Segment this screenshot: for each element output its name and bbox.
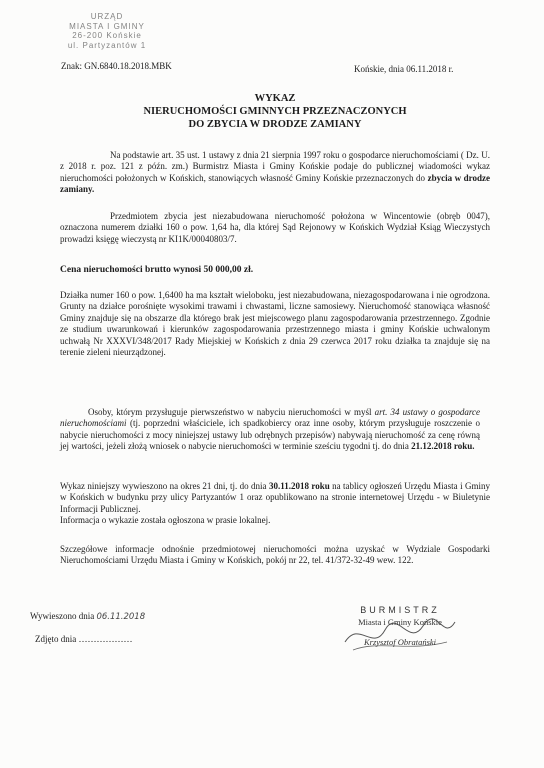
contact-paragraph: Szczegółowe informacje odnośnie przedmiotowej nieruchomości można uzyskać w Wydziale Gospodarki Nieruchomościami Urzędu Miasta i Gminy w Końskich, pokój nr 22, tel. 41/372-32-49 wew. 122.: [60, 544, 490, 566]
price-statement: Cena nieruchomości brutto wynosi 50 000,00 zł.: [60, 265, 254, 275]
title-line-1: WYKAZ: [254, 93, 296, 104]
stamp-line: 26-200 Końskie: [72, 31, 142, 40]
removed-dots: ………………: [78, 634, 133, 644]
posted-date-handwritten: 06.11.2018: [96, 612, 146, 622]
publication-text-c: Informacja o wykazie została ogłoszona w prasie lokalnej.: [60, 515, 271, 526]
place-and-date: Końskie, dnia 06.11.2018 r.: [354, 64, 454, 74]
removed-label: Zdjęto dnia: [35, 634, 77, 644]
legal-basis-emphasis: zbycia w drodze zamiany.: [60, 172, 491, 195]
publication-text-a: Wykaz niniejszy wywieszono na okres 21 dni, tj. do dnia: [60, 481, 269, 491]
stamp-line: MIASTA I GMINY: [69, 21, 145, 31]
signature-title: BURMISTRZ: [360, 605, 440, 615]
priority-paragraph: [60, 407, 480, 453]
mayor-signature-stamp: [330, 604, 470, 648]
signature-subtitle: Miasta i Gminy Końskie: [358, 617, 442, 627]
publication-text-b: na tablicy ogłoszeń Urzędu Miasta i Gminy w Końskich w budynku przy ulicy Partyzantów 1 oraz opublikowano na stronie internetowej Urzędu - w Biuletynie Informacji Publicznej.: [60, 481, 490, 514]
legal-basis-paragraph: [60, 150, 490, 196]
document-title: [60, 92, 490, 131]
title-line-3: DO ZBYCIA W DRODZE ZAMIANY: [188, 119, 362, 130]
reference-number: Znak: GN.6840.18.2018.MBK: [61, 61, 172, 71]
priority-text-a: Osoby, którym przysługuje pierwszeństwo w nabyciu nieruchomości w myśl: [88, 407, 375, 417]
subject-paragraph: Przedmiotem zbycia jest niezabudowana nieruchomość położona w Wincentowie (obręb 0047), oznaczona numerem działki 160 o pow. 1,64 ha, dla której Sąd Rejonowy w Końskich Wydział Ksiąg Wieczystych prowadzi księgę wieczystą nr KI1K/00040803/7.: [60, 211, 490, 244]
office-stamp: [52, 12, 162, 50]
publication-paragraph: [60, 481, 490, 527]
stamp-line: URZĄD: [90, 12, 124, 21]
posted-date-line: [30, 611, 145, 622]
priority-text-b: (tj. poprzedni właściciele, ich spadkobiercy oraz inne osoby, którym przysługuje roszczenie o nabycie nieruchomości z mocy niniejszej ustawy lub odrębnych przepisów) nabywają nieruchomość za cenę równą jej wartości, jeżeli złożą wniosek o nabycie nieruchomości w terminie sześciu tygodni tj. do dnia: [60, 418, 480, 452]
stamp-line: ul. Partyzantów 1: [67, 40, 147, 50]
legal-basis-text: Na podstawie art. 35 ust. 1 ustawy z dnia 21 sierpnia 1997 roku o gospodarce nieruchomościami ( Dz. U. z 2018 r. poz. 121 z późn. zm.) Burmistrz Miasta i Gminy Końskie podaje do publicznej wiadomości wykaz nieruchomości położonych w Końskich, stanowiących własność Gminy Końskie przeznaczonych do: [60, 150, 490, 183]
posted-label: Wywieszono dnia: [30, 611, 95, 621]
plot-description-paragraph: Działka numer 160 o pow. 1,6400 ha ma kształt wieloboku, jest niezabudowana, niezagospodarowana i nie ogrodzona. Grunty na działce porośnięte wysokimi trawami i chwastami, liczne samosiewy. Nieruchomość stanowiąca własność Gminy znajduje się na obszarze dla którego brak jest miejscowego planu zagospodarowania przestrzennego. Zgodnie ze studium uwarunkowań i kierunków zagospodarowania przestrzennego miasta i gminy Końskie uchwalonym uchwałą Nr XXXVI/348/2017 Rady Miejskiej w Końskich z dnia 29 czerwca 2017 roku działka ta znajduje się na terenie zieleni nieurządzonej.: [60, 290, 490, 358]
publication-deadline: 30.11.2018 roku: [268, 481, 330, 491]
priority-law-reference: art. 34 ustawy o gospodarce nieruchomościami: [60, 407, 480, 429]
title-line-2: NIERUCHOMOŚCI GMINNYCH PRZEZNACZONYCH: [143, 106, 407, 117]
signature-name: Krzysztof Obratański: [363, 637, 437, 647]
removed-date-line: [35, 634, 133, 644]
priority-deadline: 21.12.2018 roku.: [411, 441, 475, 452]
